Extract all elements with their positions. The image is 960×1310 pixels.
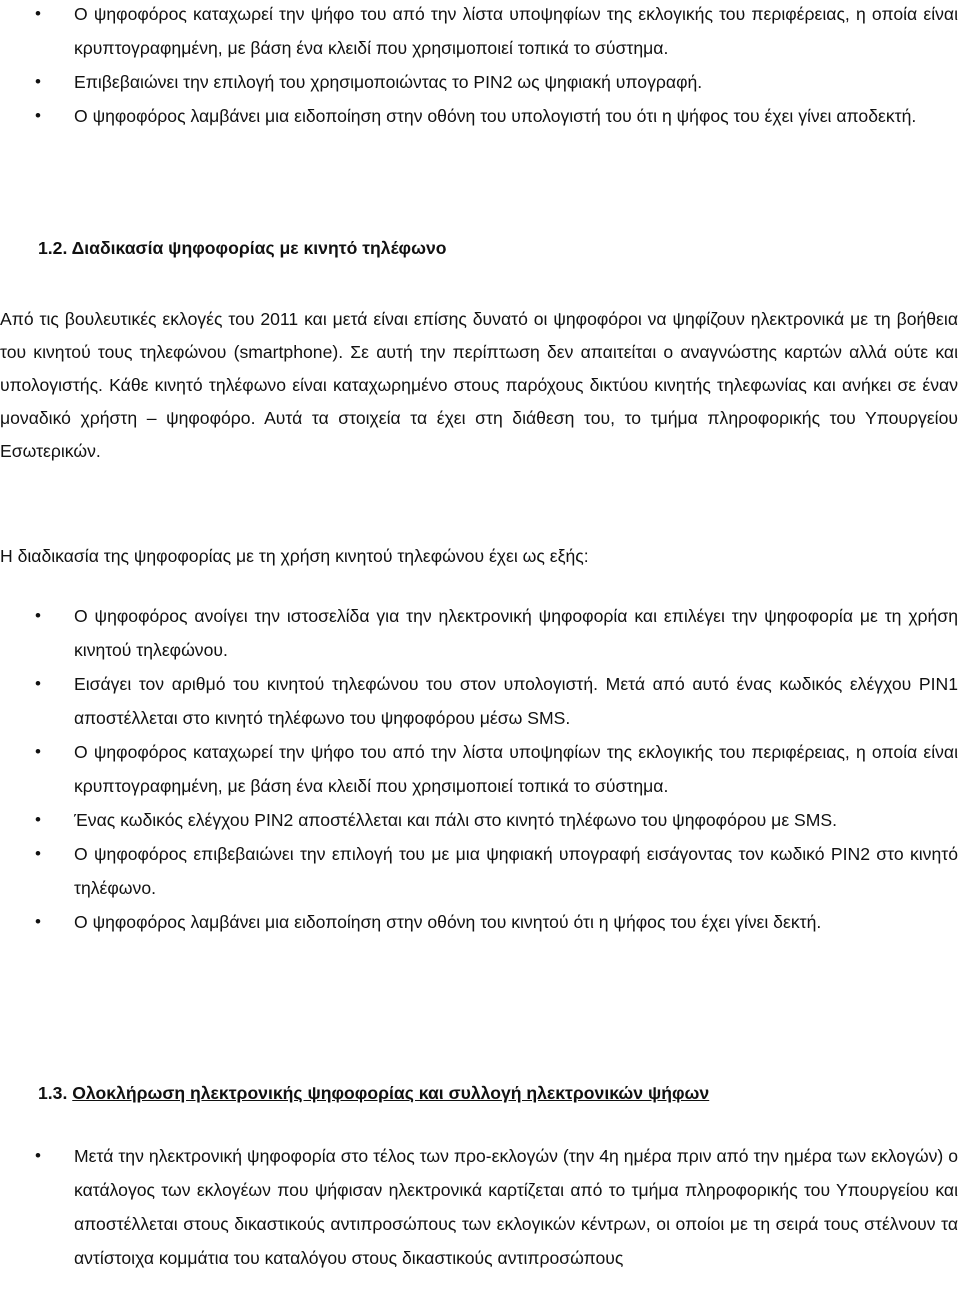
section-heading-1-3 — [0, 1081, 958, 1105]
list-item: • Ο ψηφοφόρος καταχωρεί την ψήφο του από την λίστα υποψηφίων της εκλογικής του περιφέρειας, η οποία είναι κρυπτογραφημένη, με βάση ένα κλειδί που χρησιμοποιεί τοπικά το σύστημα. — [0, 735, 958, 803]
section-number: 1.3. — [38, 1083, 68, 1103]
list-item: • Ο ψηφοφόρος λαμβάνει μια ειδοποίηση στην οθόνη του υπολογιστή του ότι η ψήφος του έχει γίνει αποδεκτή. — [0, 99, 958, 133]
list-item: • Ο ψηφοφόρος λαμβάνει μια ειδοποίηση στην οθόνη του κινητού ότι η ψήφος του έχει γίνει δεκτή. — [0, 905, 958, 939]
procedure-bullet-list — [0, 599, 958, 939]
section-title: Ολοκλήρωση ηλεκτρονικής ψηφοφορίας και συλλογή ηλεκτρονικών ψήφων — [72, 1083, 710, 1103]
list-item: • Ένας κωδικός ελέγχου PIN2 αποστέλλεται και πάλι στο κινητό τηλέφωνο του ψηφοφόρου με SMS. — [0, 803, 958, 837]
intro-bullet-list — [0, 0, 958, 133]
list-item: • Επιβεβαιώνει την επιλογή του χρησιμοποιώντας το PIN2 ως ψηφιακή υπογραφή. — [0, 65, 958, 99]
list-item: • Μετά την ηλεκτρονική ψηφοφορία στο τέλος των προ-εκλογών (την 4η ημέρα πριν από την ημέρα των εκλογών) ο κατάλογος των εκλογέων που ψήφισαν ηλεκτρονικά καρτίζεται από το τμήμα πληροφορικής του Υπουργείου και αποστέλλεται στους δικαστικούς αντιπροσώπους των εκλογικών κέντρων, οι οποίοι με τη σειρά τους στέλνουν τα αντίστοιχα κομμάτια του καταλόγου στους δικαστικούς αντιπροσώπους — [0, 1139, 958, 1275]
list-item: • Ο ψηφοφόρος καταχωρεί την ψήφο του από την λίστα υποψηφίων της εκλογικής του περιφέρειας, η οποία είναι κρυπτογραφημένη, με βάση ένα κλειδί που χρησιμοποιεί τοπικά το σύστημα. — [0, 0, 958, 65]
section-number: 1.2. — [38, 238, 68, 258]
section-title: Διαδικασία ψηφοφορίας με κινητό τηλέφωνο — [71, 238, 447, 258]
section-paragraph: Από τις βουλευτικές εκλογές του 2011 και μετά είναι επίσης δυνατό οι ψηφοφόροι να ψηφίζουν ηλεκτρονικά με τη βοήθεια του κινητού τους τηλεφώνου (smartphone). Σε αυτή την περίπτωση δεν απαιτείται ο αναγνώστης καρτών αλλά ούτε και υπολογιστής. Κάθε κινητό τηλέφωνο είναι καταχωρημένο στους παρόχους δικτύου κινητής τηλεφωνίας και ανήκει σε έναν μοναδικό χρήστη – ψηφοφόρο. Αυτά τα στοιχεία τα έχει στη διάθεση του, το τμήμα πληροφορικής του Υπουργείου Εσωτερικών. — [0, 309, 958, 461]
list-item: • Εισάγει τον αριθμό του κινητού τηλεφώνου του στον υπολογιστή. Μετά από αυτό ένας κωδικός ελέγχου PIN1 αποστέλλεται στο κινητό τηλέφωνο του ψηφοφόρου μέσω SMS. — [0, 667, 958, 735]
procedure-intro: Η διαδικασία της ψηφοφορίας με τη χρήση κινητού τηλεφώνου έχει ως εξής: — [0, 546, 589, 566]
list-item: • Ο ψηφοφόρος ανοίγει την ιστοσελίδα για την ηλεκτρονική ψηφοφορία και επιλέγει την ψηφοφορία με τη χρήση κινητού τηλεφώνου. — [0, 599, 958, 667]
completion-bullet-list — [0, 1139, 958, 1275]
section-heading-1-2 — [0, 236, 958, 260]
list-item: • Ο ψηφοφόρος επιβεβαιώνει την επιλογή του με μια ψηφιακή υπογραφή εισάγοντας τον κωδικό PIN2 στο κινητό τηλέφωνο. — [0, 837, 958, 905]
